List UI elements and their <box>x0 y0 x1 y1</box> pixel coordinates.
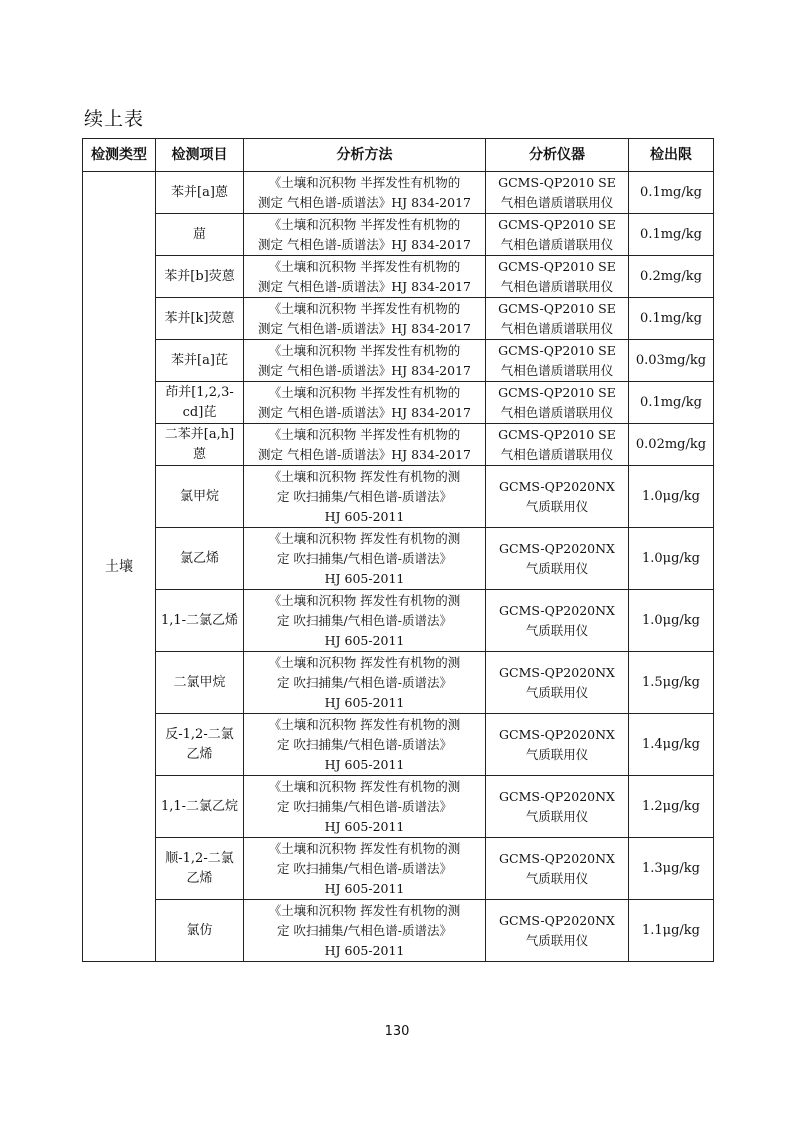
header-instrument: 分析仪器 <box>486 139 629 172</box>
instrument-line: 气相色谱质谱联用仪 <box>500 320 614 336</box>
table-caption: 续上表 <box>84 108 145 130</box>
instrument-line: 气相色谱质谱联用仪 <box>500 362 614 378</box>
limit-cell: 0.1mg/kg <box>629 172 714 214</box>
method-cell <box>244 466 486 528</box>
table-header-row <box>83 139 714 172</box>
table-row <box>83 528 714 590</box>
method-cell <box>244 838 486 900</box>
item-cell: 苯并[b]荧蒽 <box>156 256 244 298</box>
method-line: 《土壤和沉积物 半挥发性有机物的 <box>268 342 461 358</box>
method-line: 测定 气相色谱-质谱法》HJ 834-2017 <box>258 404 471 420</box>
method-line: 《土壤和沉积物 半挥发性有机物的 <box>268 216 461 232</box>
instrument-line: 气质联用仪 <box>525 808 589 824</box>
instrument-line: GCMS-QP2020NX <box>499 540 615 556</box>
table-row <box>83 900 714 962</box>
method-line: 定 吹扫捕集/气相色谱-质谱法》 <box>277 922 452 938</box>
method-cell <box>244 652 486 714</box>
table-row <box>83 382 714 424</box>
method-line: 《土壤和沉积物 挥发性有机物的测 <box>268 840 461 856</box>
instrument-line: 气质联用仪 <box>525 746 589 762</box>
item-cell: 二苯并[a,h]蒽 <box>156 424 244 466</box>
table-row <box>83 838 714 900</box>
instrument-cell <box>486 590 629 652</box>
method-line: 定 吹扫捕集/气相色谱-质谱法》 <box>277 488 452 504</box>
instrument-line: 气质联用仪 <box>525 560 589 576</box>
instrument-cell <box>486 172 629 214</box>
method-line: 测定 气相色谱-质谱法》HJ 834-2017 <box>258 320 471 336</box>
method-line: 定 吹扫捕集/气相色谱-质谱法》 <box>277 736 452 752</box>
item-cell: 1,1-二氯乙烯 <box>156 590 244 652</box>
limit-cell: 0.03mg/kg <box>629 340 714 382</box>
instrument-cell <box>486 652 629 714</box>
limit-cell: 0.02mg/kg <box>629 424 714 466</box>
category-cell: 土壤 <box>83 172 156 962</box>
method-cell <box>244 298 486 340</box>
method-line: HJ 605-2011 <box>324 508 405 524</box>
table-row <box>83 256 714 298</box>
item-cell: 氯甲烷 <box>156 466 244 528</box>
instrument-line: GCMS-QP2020NX <box>499 602 615 618</box>
instrument-line: GCMS-QP2020NX <box>499 664 615 680</box>
instrument-line: 气质联用仪 <box>525 684 589 700</box>
method-line: 《土壤和沉积物 半挥发性有机物的 <box>268 426 461 442</box>
item-cell: 䓛 <box>156 214 244 256</box>
method-line: 《土壤和沉积物 半挥发性有机物的 <box>268 258 461 274</box>
method-line: 《土壤和沉积物 挥发性有机物的测 <box>268 654 461 670</box>
method-line: 测定 气相色谱-质谱法》HJ 834-2017 <box>258 194 471 210</box>
limit-cell: 1.5μg/kg <box>629 652 714 714</box>
method-line: 《土壤和沉积物 挥发性有机物的测 <box>268 778 461 794</box>
instrument-line: GCMS-QP2010 SE <box>498 342 616 358</box>
method-line: 定 吹扫捕集/气相色谱-质谱法》 <box>277 612 452 628</box>
instrument-cell <box>486 838 629 900</box>
table-body <box>83 172 714 962</box>
table-row <box>83 214 714 256</box>
instrument-cell <box>486 214 629 256</box>
method-line: 《土壤和沉积物 挥发性有机物的测 <box>268 902 461 918</box>
method-line: 《土壤和沉积物 挥发性有机物的测 <box>268 468 461 484</box>
method-line: 《土壤和沉积物 挥发性有机物的测 <box>268 716 461 732</box>
method-line: HJ 605-2011 <box>324 570 405 586</box>
instrument-line: 气质联用仪 <box>525 498 589 514</box>
method-line: 《土壤和沉积物 半挥发性有机物的 <box>268 174 461 190</box>
method-line: HJ 605-2011 <box>324 694 405 710</box>
instrument-cell <box>486 340 629 382</box>
item-cell: 苯并[k]荧蒽 <box>156 298 244 340</box>
instrument-cell <box>486 382 629 424</box>
method-line: 定 吹扫捕集/气相色谱-质谱法》 <box>277 550 452 566</box>
method-line: 《土壤和沉积物 挥发性有机物的测 <box>268 592 461 608</box>
limit-cell: 1.0μg/kg <box>629 528 714 590</box>
instrument-line: GCMS-QP2010 SE <box>498 174 616 190</box>
method-line: 《土壤和沉积物 半挥发性有机物的 <box>268 300 461 316</box>
instrument-line: GCMS-QP2020NX <box>499 478 615 494</box>
method-line: HJ 605-2011 <box>324 632 405 648</box>
instrument-line: 气质联用仪 <box>525 932 589 948</box>
instrument-line: 气相色谱质谱联用仪 <box>500 446 614 462</box>
header-method: 分析方法 <box>244 139 486 172</box>
method-cell <box>244 172 486 214</box>
method-line: 定 吹扫捕集/气相色谱-质谱法》 <box>277 860 452 876</box>
method-cell <box>244 256 486 298</box>
table-row <box>83 424 714 466</box>
instrument-cell <box>486 424 629 466</box>
instrument-line: GCMS-QP2010 SE <box>498 384 616 400</box>
method-line: HJ 605-2011 <box>324 818 405 834</box>
table-row <box>83 590 714 652</box>
instrument-line: GCMS-QP2020NX <box>499 912 615 928</box>
method-cell <box>244 340 486 382</box>
instrument-cell <box>486 528 629 590</box>
table-row <box>83 776 714 838</box>
instrument-line: 气相色谱质谱联用仪 <box>500 278 614 294</box>
method-cell <box>244 424 486 466</box>
method-cell <box>244 214 486 256</box>
instrument-cell <box>486 776 629 838</box>
item-cell: 氯乙烯 <box>156 528 244 590</box>
table-row <box>83 714 714 776</box>
instrument-line: GCMS-QP2020NX <box>499 726 615 742</box>
item-cell: 苯并[a]蒽 <box>156 172 244 214</box>
method-line: 测定 气相色谱-质谱法》HJ 834-2017 <box>258 446 471 462</box>
item-cell: 顺-1,2-二氯乙烯 <box>156 838 244 900</box>
method-cell <box>244 776 486 838</box>
table-row <box>83 172 714 214</box>
instrument-line: GCMS-QP2020NX <box>499 850 615 866</box>
method-line: HJ 605-2011 <box>324 880 405 896</box>
method-line: 定 吹扫捕集/气相色谱-质谱法》 <box>277 674 452 690</box>
instrument-line: GCMS-QP2010 SE <box>498 216 616 232</box>
limit-cell: 0.1mg/kg <box>629 214 714 256</box>
item-cell: 1,1-二氯乙烷 <box>156 776 244 838</box>
instrument-line: 气质联用仪 <box>525 622 589 638</box>
item-cell: 茚并[1,2,3-cd]芘 <box>156 382 244 424</box>
instrument-cell <box>486 256 629 298</box>
limit-cell: 0.1mg/kg <box>629 382 714 424</box>
table-row <box>83 298 714 340</box>
instrument-cell <box>486 298 629 340</box>
limit-cell: 1.2μg/kg <box>629 776 714 838</box>
limit-cell: 1.1μg/kg <box>629 900 714 962</box>
method-line: 《土壤和沉积物 挥发性有机物的测 <box>268 530 461 546</box>
method-line: 定 吹扫捕集/气相色谱-质谱法》 <box>277 798 452 814</box>
page-number: 130 <box>384 1024 410 1039</box>
header-item: 检测项目 <box>156 139 244 172</box>
method-cell <box>244 590 486 652</box>
method-cell <box>244 528 486 590</box>
instrument-line: GCMS-QP2010 SE <box>498 258 616 274</box>
item-cell: 反-1,2-二氯乙烯 <box>156 714 244 776</box>
instrument-cell <box>486 900 629 962</box>
instrument-line: 气相色谱质谱联用仪 <box>500 194 614 210</box>
limit-cell: 0.2mg/kg <box>629 256 714 298</box>
method-line: 测定 气相色谱-质谱法》HJ 834-2017 <box>258 362 471 378</box>
table-row <box>83 466 714 528</box>
detection-table <box>82 138 714 962</box>
method-line: 测定 气相色谱-质谱法》HJ 834-2017 <box>258 278 471 294</box>
method-cell <box>244 714 486 776</box>
instrument-line: GCMS-QP2010 SE <box>498 300 616 316</box>
limit-cell: 1.0μg/kg <box>629 590 714 652</box>
header-limit: 检出限 <box>629 139 714 172</box>
method-line: 测定 气相色谱-质谱法》HJ 834-2017 <box>258 236 471 252</box>
instrument-line: GCMS-QP2020NX <box>499 788 615 804</box>
table-row <box>83 652 714 714</box>
table-row <box>83 340 714 382</box>
limit-cell: 1.4μg/kg <box>629 714 714 776</box>
method-cell <box>244 382 486 424</box>
limit-cell: 0.1mg/kg <box>629 298 714 340</box>
limit-cell: 1.3μg/kg <box>629 838 714 900</box>
instrument-cell <box>486 466 629 528</box>
item-cell: 二氯甲烷 <box>156 652 244 714</box>
limit-cell: 1.0μg/kg <box>629 466 714 528</box>
instrument-line: GCMS-QP2010 SE <box>498 426 616 442</box>
instrument-cell <box>486 714 629 776</box>
header-category: 检测类型 <box>83 139 156 172</box>
item-cell: 苯并[a]芘 <box>156 340 244 382</box>
method-cell <box>244 900 486 962</box>
method-line: HJ 605-2011 <box>324 942 405 958</box>
instrument-line: 气相色谱质谱联用仪 <box>500 236 614 252</box>
instrument-line: 气质联用仪 <box>525 870 589 886</box>
method-line: 《土壤和沉积物 半挥发性有机物的 <box>268 384 461 400</box>
method-line: HJ 605-2011 <box>324 756 405 772</box>
item-cell: 氯仿 <box>156 900 244 962</box>
instrument-line: 气相色谱质谱联用仪 <box>500 404 614 420</box>
